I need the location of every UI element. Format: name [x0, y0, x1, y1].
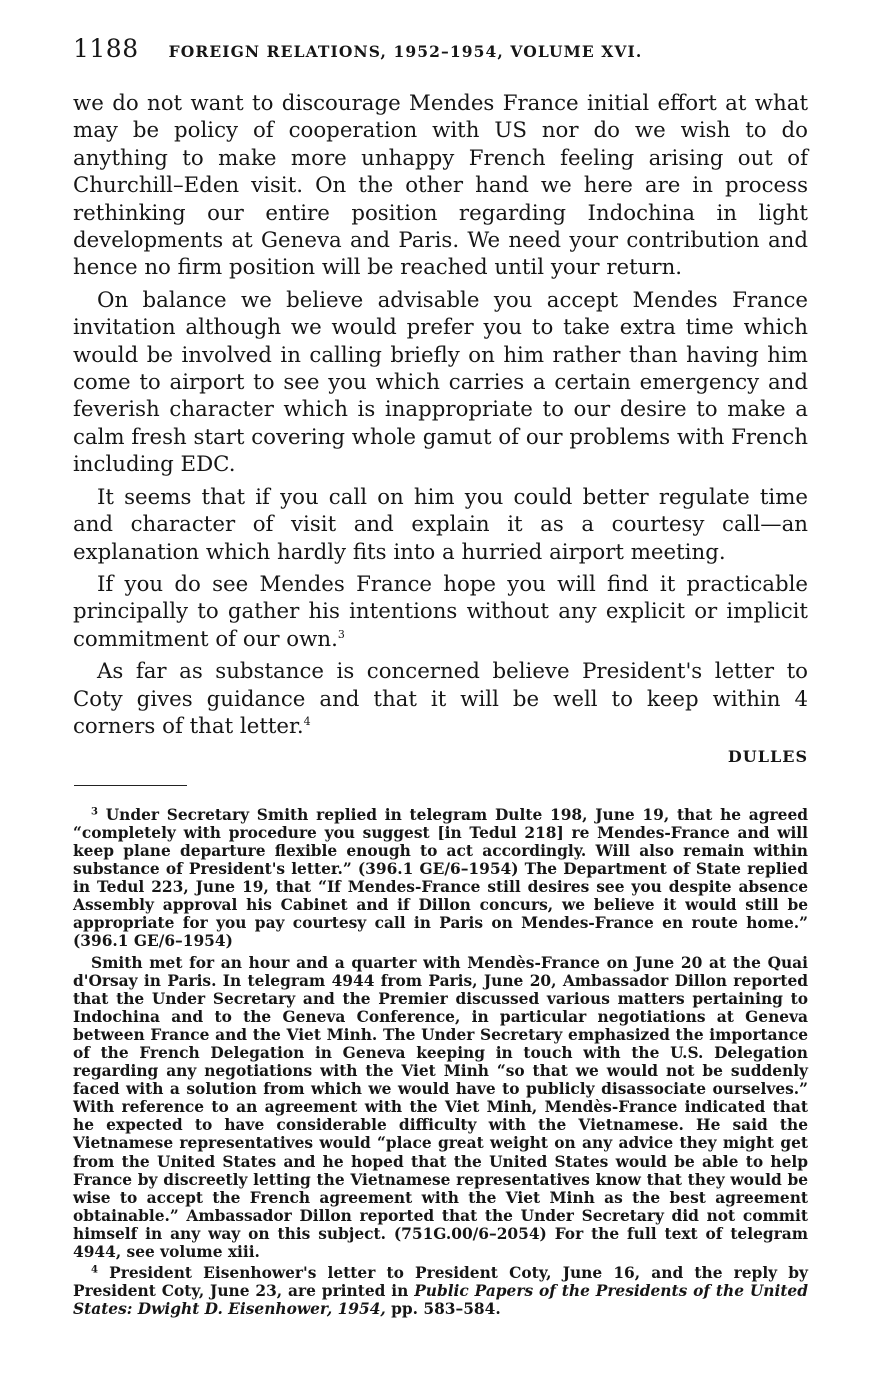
paragraph-5-text: As far as substance is concerned believe President's letter to Coty gives guidance and that it will be well to keep within 4 corners of that letter. [73, 659, 808, 739]
footnote-3-continued [73, 954, 808, 1262]
paragraph-5 [73, 658, 808, 740]
footnote-4-publication-title: Public Papers of the Presidents of the United States: Dwight D. Eisenhower, 1954, [73, 1282, 808, 1319]
signature [73, 743, 808, 770]
footnote-4-text-a: President Eisenhower's letter to President Coty, June 16, and the reply by President Coty, June 23, are printed in [73, 1264, 808, 1301]
running-title: FOREIGN RELATIONS, 1952–1954, VOLUME XVI. [168, 42, 643, 61]
paragraph-2-text: On balance we believe advisable you accept Mendes France invitation although we would prefer you to take extra time which would be involved in calling briefly on him rather than having him come to airport to see you which carries a certain emergency and feverish character which is inappropriate to our desire to make a calm fresh start covering whole gamut of our problems with French including EDC. [73, 287, 808, 478]
running-head [73, 34, 808, 74]
paragraph-1 [73, 90, 808, 282]
footnote-ref-3: 3 [337, 627, 345, 641]
page-number: 1188 [73, 34, 139, 63]
footnote-3 [73, 806, 808, 951]
telegram-body [73, 90, 808, 771]
footnote-3-mark: 3 [91, 806, 98, 818]
footnote-4-mark: 4 [91, 1264, 98, 1276]
footnote-4 [73, 1264, 808, 1318]
paragraph-2 [73, 287, 808, 479]
paragraph-3-text: It seems that if you call on him you could better regulate time and character of visit and explain it as a courtesy call—an explanation which hardly fits into a hurried airport meeting. [73, 484, 808, 565]
footnotes [73, 806, 808, 1319]
paragraph-3 [73, 484, 808, 566]
footnote-3-text: Under Secretary Smith replied in telegram Dulte 198, June 19, that he agreed “completely with procedure you suggest [in Tedul 218] re Mendes-France and will keep plane departure flexible enough to act accordingly. Will also remain within substance of President's letter.” (396.1 GE/6–1954) The Department of State replied in Tedul 223, June 19, that “If Mendes-France still desires see you despite absence Assembly approval his Cabinet and if Dillon concurs, we believe it would still be appropriate for you pay courtesy call in Paris on Mendes-France en route home.” (396.1 GE/6–1954) [73, 805, 808, 951]
signature-name: DULLES [727, 747, 808, 767]
footnote-4-text-b: pp. 583–584. [385, 1300, 501, 1319]
footnote-ref-4: 4 [303, 714, 311, 728]
paragraph-1-text: we do not want to discourage Mendes France initial effort at what may be policy of cooperation with US nor do we wish to do anything to make more unhappy French feeling arising out of Churchill–Eden visit. On the other hand we here are in process rethinking our entire position regarding Indochina in light developments at Geneva and Paris. We need your contribution and hence no firm position will be reached until your return. [73, 91, 808, 281]
paragraph-4 [73, 571, 808, 653]
footnote-3-continued-text: Smith met for an hour and a quarter with Mendès-France on June 20 at the Quai d'Orsay in Paris. In telegram 4944 from Paris, June 20, Ambassador Dillon reported that the Under Secretary and the Premier discussed various matters pertaining to Indochina and to the Geneva Conference, in particular negotiations at Geneva between France and the Viet Minh. The Under Secretary emphasized the importance of the French Delegation in Geneva keeping in touch with the U.S. Delegation regarding any negotiations with the Viet Minh “so that we would not be suddenly faced with a solution from which we would have to publicly disassociate ourselves.” With reference to an agreement with the Viet Minh, Mendès-France indicated that he expected to have considerable difficulty with the Vietnamese. He said the Vietnamese representatives would “place great weight on any advice they might get from the United States and he hoped that the United States would be able to help France by discreetly letting the Vietnamese representatives know that they would be wise to accept the French agreement with the Viet Minh as the best agreement obtainable.” Ambassador Dillon reported that the Under Secretary did not commit himself in any way on this subject. (751G.00/6–2054) For the full text of telegram 4944, see volume xiii. [73, 953, 808, 1261]
footnote-divider [74, 785, 187, 786]
paragraph-4-text: If you do see Mendes France hope you will find it practicable principally to gather his intentions without any explicit or implicit commitment of our own. [73, 571, 808, 652]
